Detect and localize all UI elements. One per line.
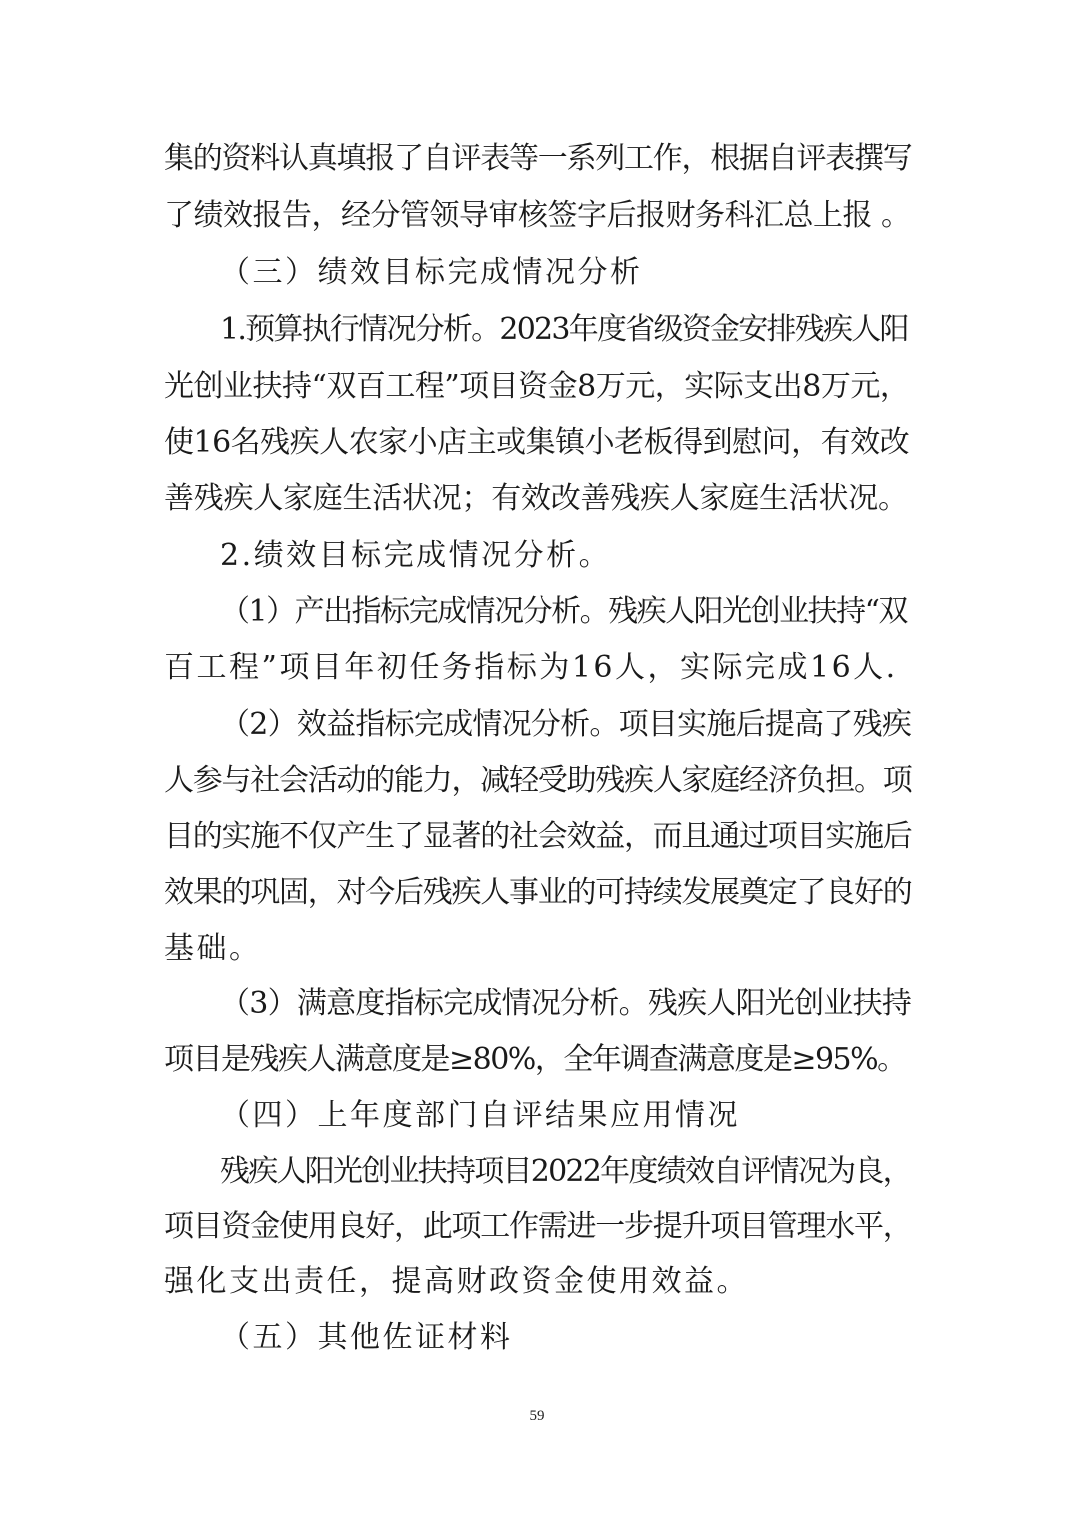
page-number: 59 bbox=[529, 1408, 545, 1424]
body-text-line: 强化支出责任，提高财政资金使用效益。 bbox=[164, 1264, 749, 1299]
body-text-line: 基础。 bbox=[164, 931, 262, 966]
body-text-line: 使16名残疾人农家小店主或集镇小老板得到慰问，有效改 bbox=[164, 425, 910, 460]
body-text-line: 1.预算执行情况分析。2023年度省级资金安排残疾人阳 bbox=[220, 312, 908, 347]
body-text-line: 残疾人阳光创业扶持项目2022年度绩效自评情况为良， bbox=[220, 1154, 911, 1189]
body-text-line: 善残疾人家庭生活状况；有效改善残疾人家庭生活状况。 bbox=[164, 481, 908, 516]
body-text-line: 项目是残疾人满意度是≥80%，全年调查满意度是≥95%。 bbox=[164, 1042, 906, 1077]
body-text-line: 光创业扶持“双百工程”项目资金8万元，实际支出8万元， bbox=[164, 369, 910, 404]
body-text-line: 2.绩效目标完成情况分析。 bbox=[220, 538, 612, 573]
body-text-line: （2）效益指标完成情况分析。项目实施后提高了残疾 bbox=[220, 707, 912, 742]
body-text-line: （1）产出指标完成情况分析。残疾人阳光创业扶持“双 bbox=[220, 594, 907, 629]
body-text-line: 百工程”项目年初任务指标为16人，实际完成16人. bbox=[164, 650, 898, 685]
section-heading: （三）绩效目标完成情况分析 bbox=[220, 255, 643, 290]
body-text-line: 了绩效报告，经分管领导审核签字后报财务科汇总上报 。 bbox=[164, 198, 911, 233]
section-heading: （五）其他佐证材料 bbox=[220, 1320, 513, 1355]
body-text-line: 效果的巩固，对今后残疾人事业的可持续发展奠定了良好的 bbox=[164, 875, 912, 910]
section-heading: （四）上年度部门自评结果应用情况 bbox=[220, 1098, 740, 1133]
body-text-line: 目的实施不仅产生了显著的社会效益，而且通过项目实施后 bbox=[164, 819, 912, 854]
body-text-line: 集的资料认真填报了自评表等一系列工作，根据自评表撰写 bbox=[164, 141, 912, 176]
body-text-line: 人参与社会活动的能力，减轻受助残疾人家庭经济负担。项 bbox=[164, 763, 912, 798]
body-text-line: 项目资金使用良好，此项工作需进一步提升项目管理水平， bbox=[164, 1209, 912, 1244]
body-text-line: （3）满意度指标完成情况分析。残疾人阳光创业扶持 bbox=[220, 986, 912, 1021]
